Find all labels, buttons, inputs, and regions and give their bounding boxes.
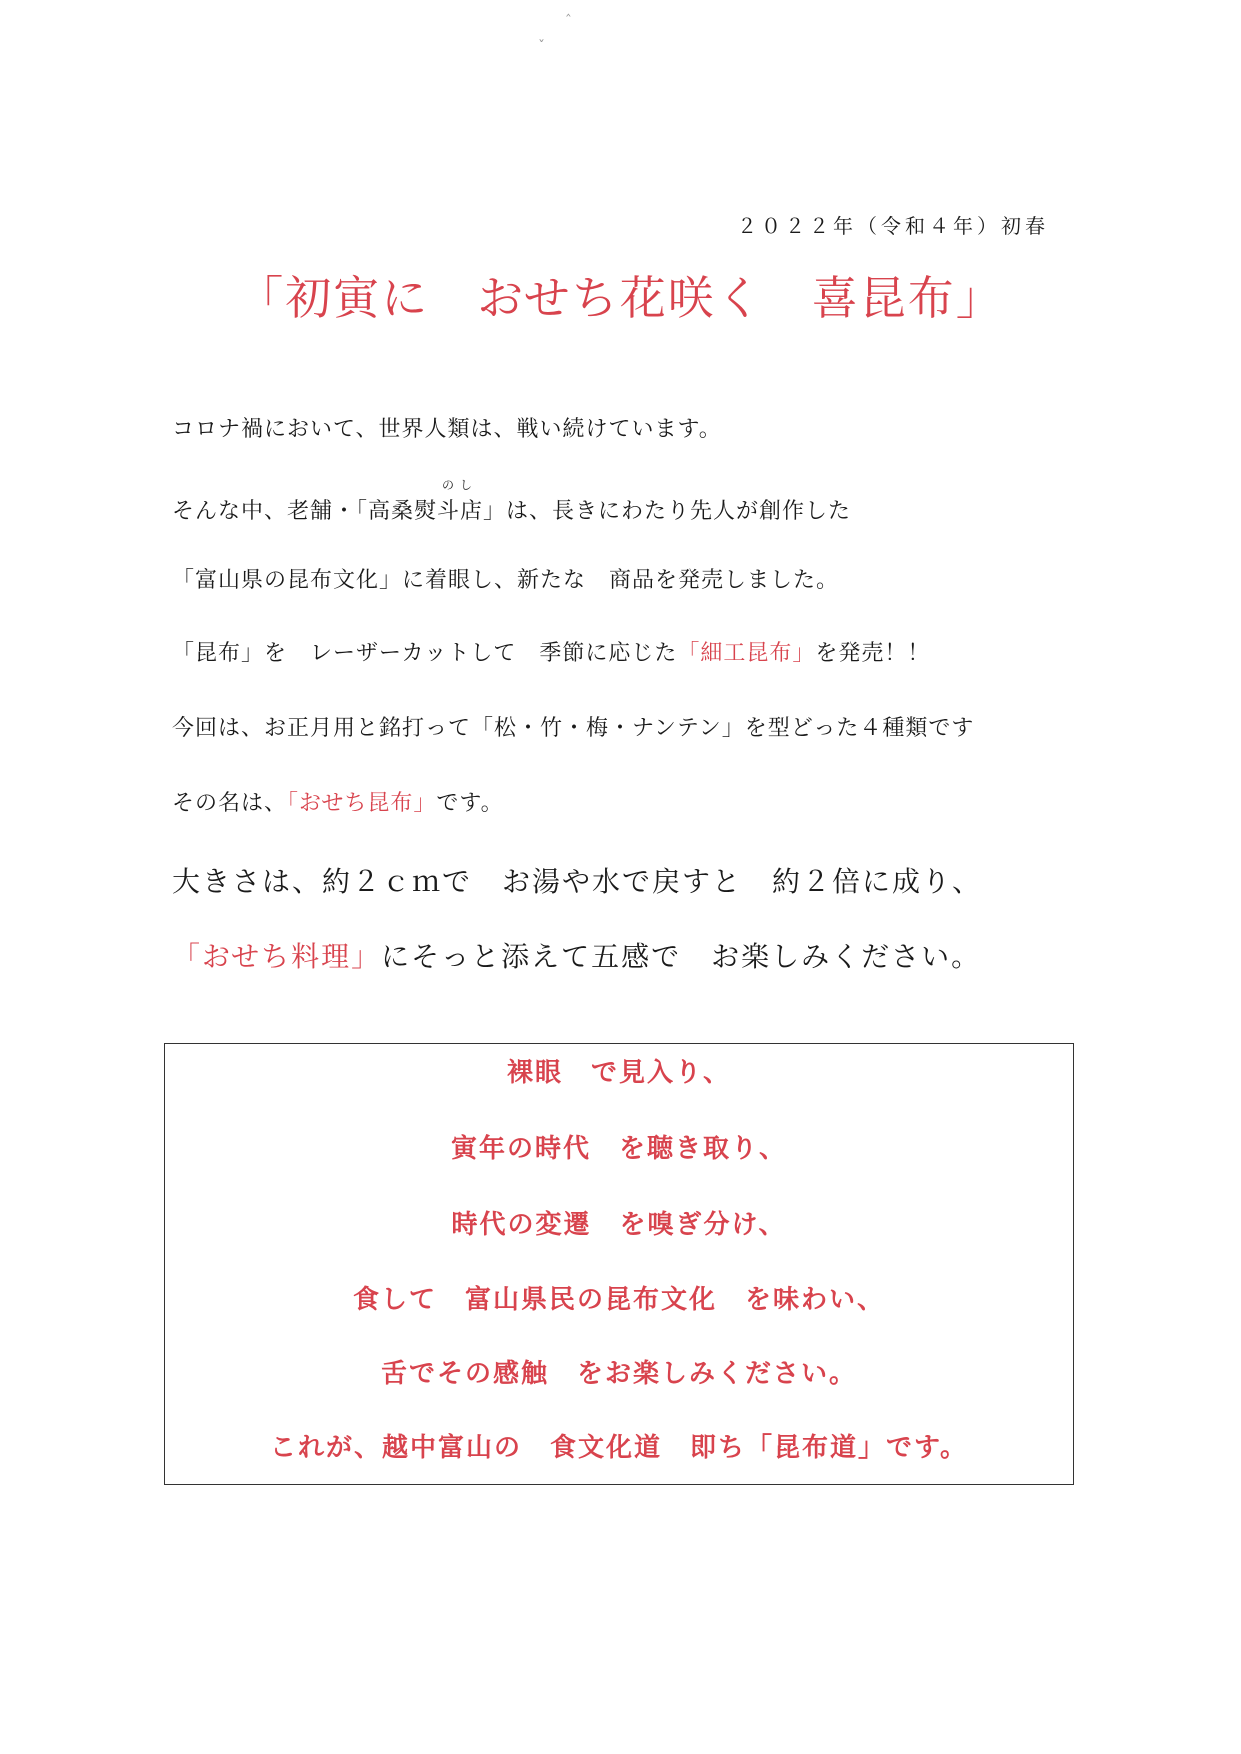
- poem-line: 裸眼 で見入り、: [506, 1058, 731, 1088]
- body-line-2: そんな中、老舗・「高桑熨斗店」は、長きにわたり先人が創作した: [172, 499, 852, 524]
- poem-line: 食して 富山県民の昆布文化 を味わい、: [352, 1285, 885, 1315]
- osechi-ryouri-highlight: 「おせち料理」: [172, 940, 382, 973]
- poem-line: 寅年の時代 を聴き取り、: [450, 1134, 787, 1164]
- body-line-4-text-a: 「昆布」を レーザーカットして 季節に応じた: [172, 641, 678, 666]
- body-line-4-text-b: を発売！！: [815, 641, 931, 666]
- product-name-osechi-konbu: 「おせち昆布」: [287, 791, 437, 816]
- body-line-5: 今回は、お正月用と銘打って「松・竹・梅・ナンテン」を型どった４種類です: [172, 716, 975, 741]
- body-line-8-text-b: にそっと添えて五感で お楽しみください。: [381, 940, 982, 973]
- poem-box: [164, 1043, 1074, 1485]
- body-line-6-text-a: その名は、: [172, 791, 288, 816]
- body-line-4: [172, 639, 930, 669]
- poem-line: 時代の変遷 を嗅ぎ分け、: [451, 1210, 787, 1240]
- body-line-6: [172, 789, 504, 819]
- headline-title: 「初寅に おせち花咲く 喜昆布」: [237, 271, 1004, 325]
- body-line-7: 大きさは、約２ｃｍで お湯や水で戻すと 約２倍に成り、: [172, 865, 983, 898]
- date-line: ２０２２年（令和４年）初春: [737, 214, 1049, 238]
- body-line-8: [172, 939, 981, 975]
- body-line-3: 「富山県の昆布文化」に着眼し、新たな 商品を発売しました。: [172, 568, 840, 593]
- product-name-saiku-konbu: 「細工昆布」: [677, 641, 816, 666]
- body-line-1: コロナ禍において、世界人類は、戦い続けています。: [172, 417, 722, 442]
- scan-speck-mark: ‸: [566, 1, 571, 17]
- poem-line: これが、越中富山の 食文化道 即ち「昆布道」です。: [270, 1433, 968, 1463]
- scan-speck-mark: ˇ: [538, 39, 545, 55]
- poem-line: 舌でその感触 をお楽しみください。: [380, 1359, 857, 1389]
- body-line-6-text-b: です。: [436, 791, 504, 816]
- furigana-noshi: のし: [442, 478, 479, 492]
